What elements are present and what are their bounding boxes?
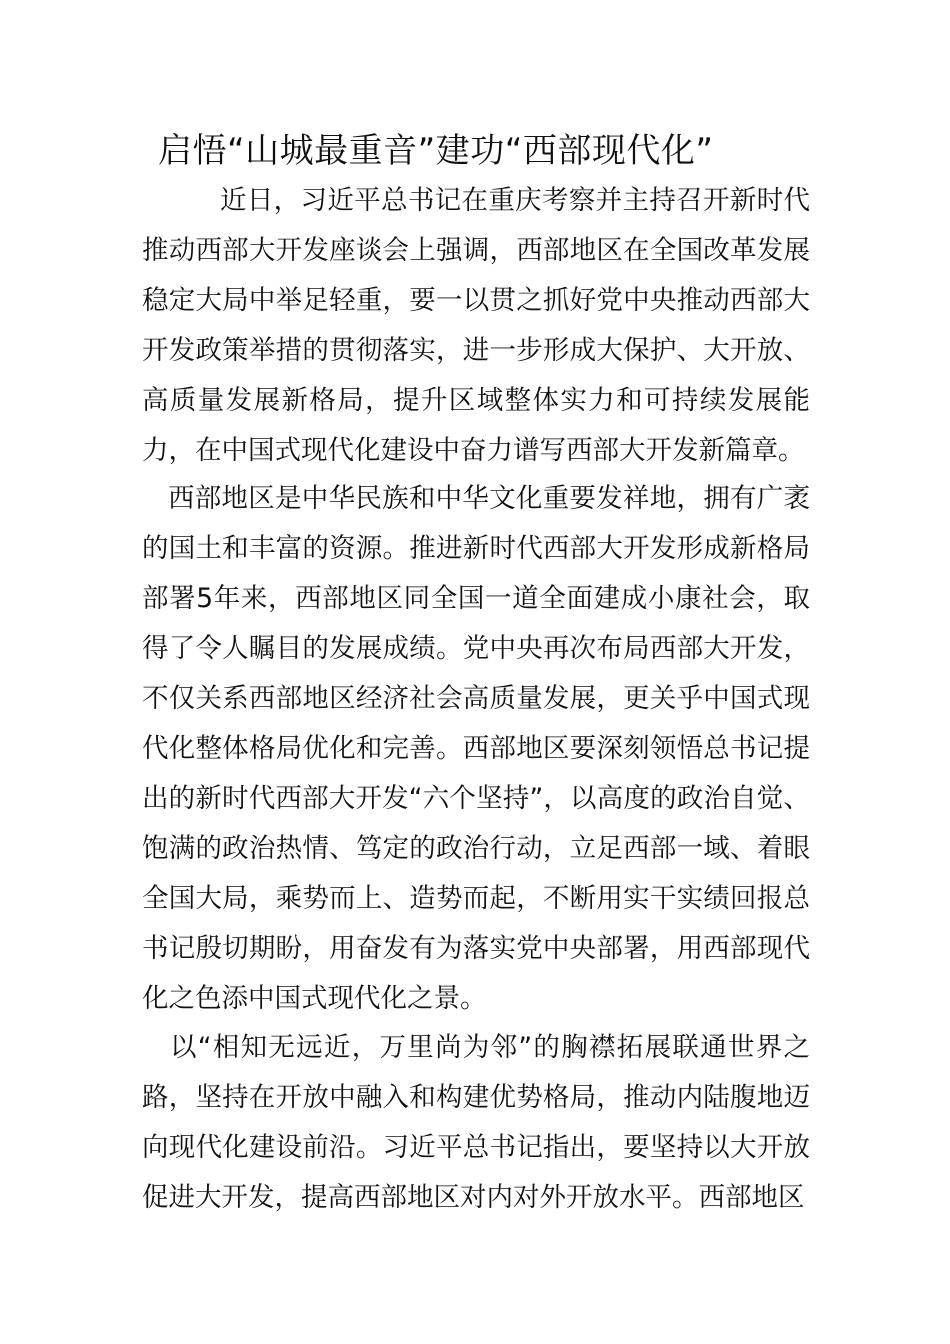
document-title: 启悟“山城最重音”建功“西部现代化” bbox=[158, 131, 714, 171]
paragraph-1: 近日，习近平总书记在重庆考察并主持召开新时代推动西部大开发座谈会上强调，西部地区在全国改革发展稳定大局中举足轻重，要一以贯之抓好党中央推动西部大开发政策举措的贯彻落实，进一步形成大保护、大开放、高质量发展新格局，提升区域整体实力和可持续发展能力，在中国式现代化建设中奋力谱写西部大开发新篇章。 bbox=[142, 185, 810, 466]
paragraph-2: 西部地区是中华民族和中华文化重要发祥地，拥有广袤的国土和丰富的资源。推进新时代西部大开发形成新格局部署5年来，西部地区同全国一道全面建成小康社会，取得了令人瞩目的发展成绩。党中央再次布局西部大开发，不仅关系西部地区经济社会高质量发展，更关乎中国式现代化整体格局优化和完善。西部地区要深刻领悟总书记提出的新时代西部大开发“六个坚持”，以高度的政治自觉、饱满的政治热情、笃定的政治行动，立足西部一域、着眼全国大局，乘势而上、造势而起，不断用实干实绩回报总书记殷切期盼，用奋发有为落实党中央部署，用西部现代化之色添中国式现代化之景。 bbox=[142, 483, 810, 1014]
paragraph-3: 以“相知无远近，万里尚为邻”的胸襟拓展联通世界之路，坚持在开放中融入和构建优势格局，推动内陆腹地迈向现代化建设前沿。习近平总书记指出，要坚持以大开放促进大开发，提高西部地区对内对外开放水平。西部地区 bbox=[142, 1032, 810, 1213]
